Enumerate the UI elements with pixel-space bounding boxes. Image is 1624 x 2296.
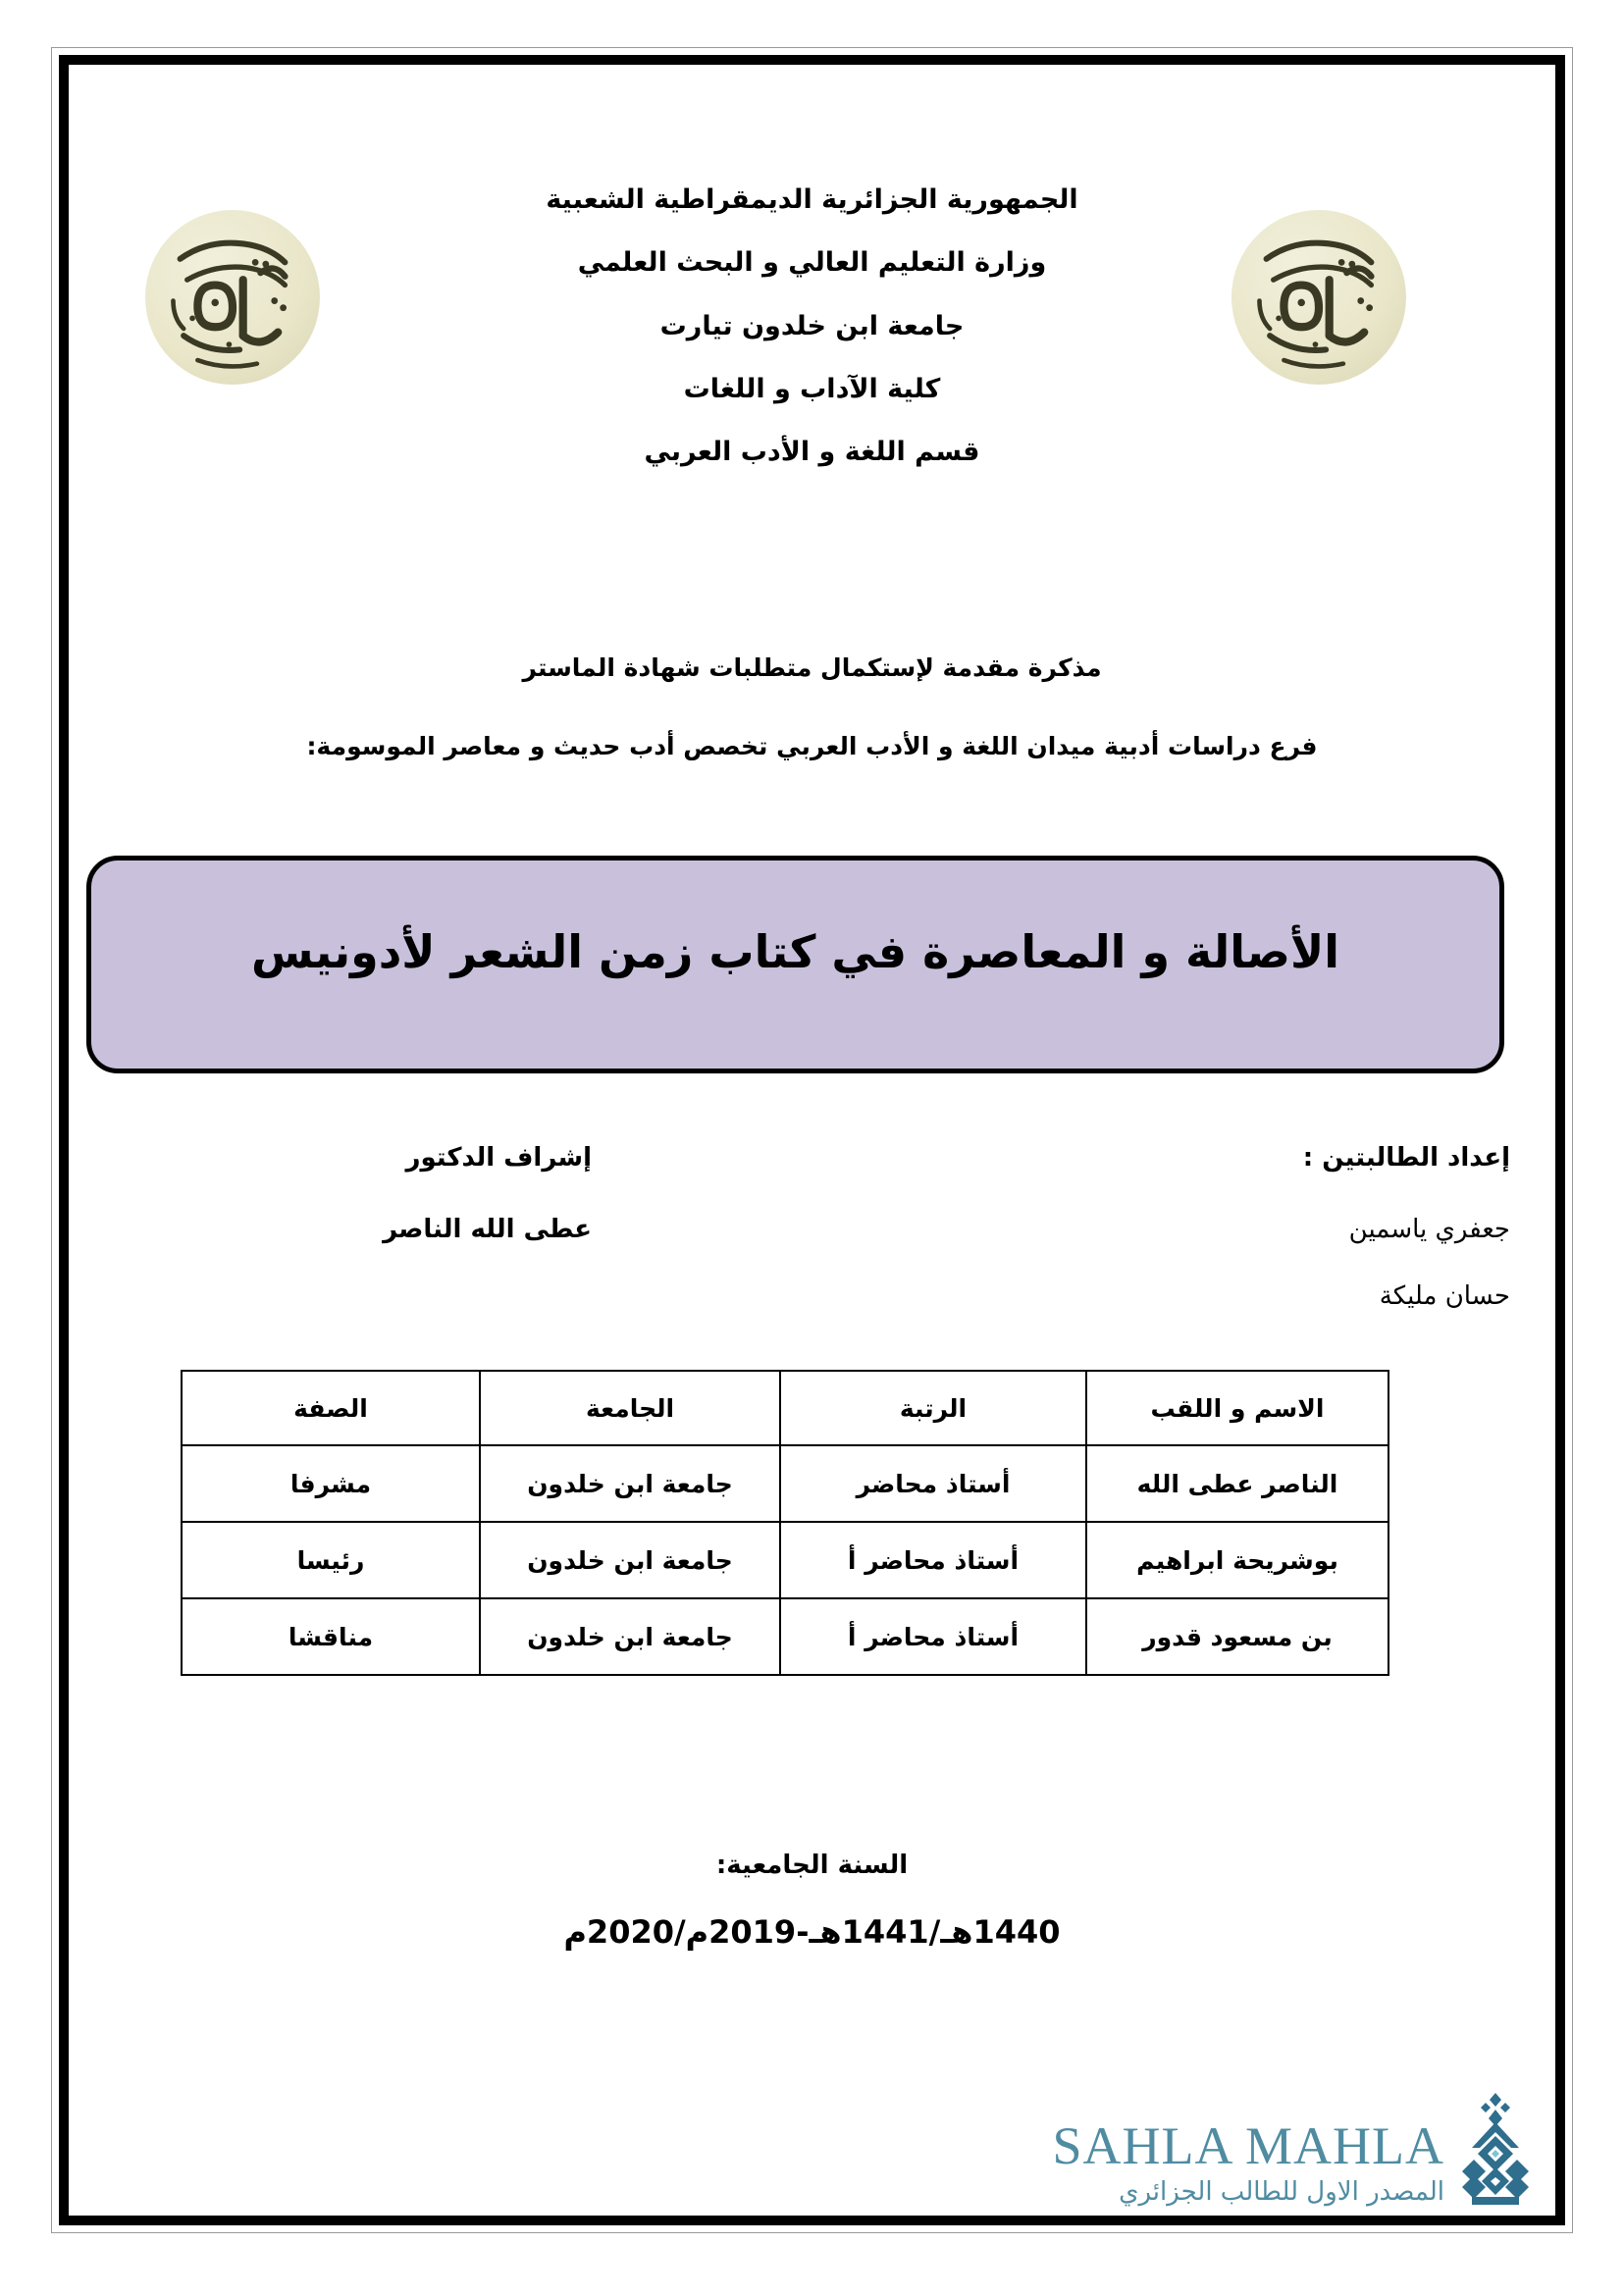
jury-table-wrapper [183,1370,1389,1676]
cell-role: رئيسا [182,1522,480,1598]
sahla-mahla-logo [1050,2091,1541,2218]
thesis-title: الأصالة و المعاصرة في كتاب زمن الشعر لأدونيس [251,924,1339,978]
column-header-university: الجامعة [480,1371,780,1445]
cell-university: جامعة ابن خلدون [480,1445,780,1522]
student-name-2: حسان مليكة [1379,1281,1510,1312]
student-name-1: جعفري ياسمين [1348,1214,1510,1244]
cell-rank: أستاذ محاضر أ [780,1522,1086,1598]
table-row [182,1445,1388,1522]
jury-table [181,1370,1389,1676]
header-line-ministry: وزارة التعليم العالي و البحث العلمي [577,247,1047,279]
sahla-mahla-wordmark: SAHLA MAHLA [1052,2116,1444,2176]
cell-rank: أستاذ محاضر أ [780,1598,1086,1675]
supervisor-label: إشراف الدكتور [405,1143,592,1173]
supervisor-column [383,1144,592,1282]
thesis-title-box [86,856,1504,1073]
cell-role: مناقشا [182,1598,480,1675]
header-line-country: الجمهورية الجزائرية الديمقراطية الشعبية [546,184,1078,215]
column-header-name: الاسم و اللقب [1086,1371,1388,1445]
berber-diamond-emblem-icon [1450,2091,1541,2207]
cell-university: جامعة ابن خلدون [480,1522,780,1598]
academic-year-section [69,1851,1555,1951]
university-seal-left-icon [145,210,320,385]
students-column [1303,1144,1510,1350]
supervisor-name: عطى الله الناصر [383,1214,592,1244]
table-header-row [182,1371,1388,1445]
specialization-line: فرع دراسات أدبية ميدان اللغة و الأدب العربي تخصص أدب حديث و معاصر الموسومة: [306,732,1318,760]
credits-section [69,1144,1555,1340]
cell-name: بن مسعود قدور [1086,1598,1388,1675]
column-header-rank: الرتبة [780,1371,1086,1445]
column-header-role: الصفة [182,1371,480,1445]
cell-name: الناصر عطى الله [1086,1445,1388,1522]
degree-purpose-line: مذكرة مقدمة لإستكمال متطلبات شهادة الماستر [522,653,1102,682]
academic-year-value: 1440هـ/1441هـ-2019م/2020م [563,1913,1061,1951]
header-line-faculty: كلية الآداب و اللغات [683,374,941,405]
institution-header [69,112,1555,468]
cell-name: بوشريحة ابراهيم [1086,1522,1388,1598]
table-row [182,1522,1388,1598]
academic-year-label: السنة الجامعية: [715,1851,909,1880]
cell-rank: أستاذ محاضر [780,1445,1086,1522]
students-label: إعداد الطالبتين : [1302,1143,1510,1173]
institution-header-lines [363,186,1261,467]
header-line-university: جامعة ابن خلدون تيارت [659,310,965,341]
sahla-mahla-tagline: المصدر الاول للطالب الجزائري [1119,2177,1444,2208]
cell-role: مشرفا [182,1445,480,1522]
page-content [69,65,1555,2216]
header-line-department: قسم اللغة و الأدب العربي [644,437,980,468]
table-row [182,1598,1388,1675]
cell-university: جامعة ابن خلدون [480,1598,780,1675]
